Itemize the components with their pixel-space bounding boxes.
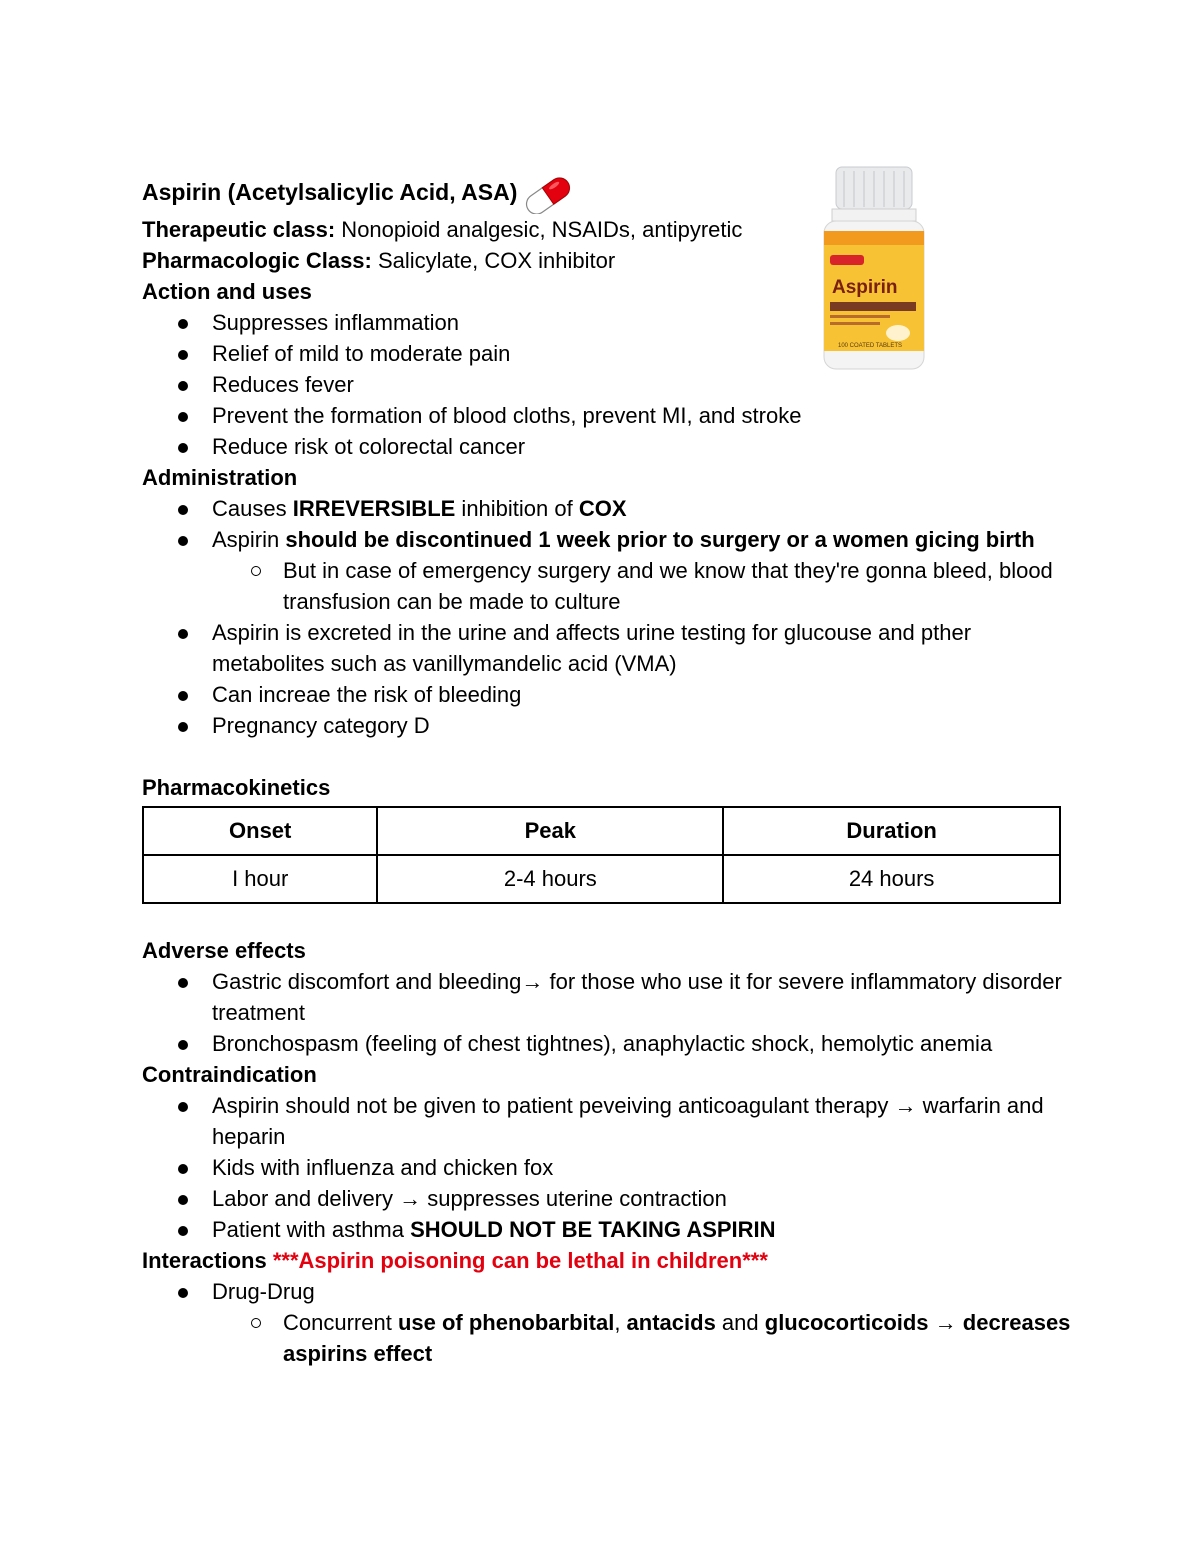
list-item: Kids with influenza and chicken fox: [142, 1152, 1072, 1183]
text-run-bold: COX: [578, 496, 627, 521]
list-item: Reduces fever: [142, 369, 1072, 400]
table-header-peak: Peak: [377, 807, 723, 855]
document-title-line: [142, 170, 1072, 214]
bottle-count-text: 100 COATED TABLETS: [838, 343, 903, 349]
list-item: [142, 524, 1072, 617]
text-run-bold: IRREVERSIBLE: [292, 496, 456, 521]
text-run: Concurrent: [283, 1310, 398, 1335]
text-run: inhibition of: [455, 496, 579, 521]
interactions-line: [142, 1245, 1072, 1276]
list-item: Labor and delivery → suppresses uterine contraction: [142, 1183, 1072, 1214]
text-run-bold: antacids: [626, 1310, 716, 1335]
interactions-warning: ***Aspirin poisoning can be lethal in children***: [266, 1248, 768, 1273]
sub-list-item: [142, 1307, 1072, 1369]
pharmacologic-class-value: Salicylate, COX inhibitor: [371, 248, 616, 273]
interactions-sublist: [212, 1307, 1072, 1369]
table-header-duration: Duration: [723, 807, 1060, 855]
table-header-onset: Onset: [143, 807, 377, 855]
pharmacokinetics-heading: Pharmacokinetics: [142, 775, 331, 800]
list-item: Aspirin is excreted in the urine and affects urine testing for gluc​ouse and pther metabolites such as vanillymandelic acid (VMA): [142, 617, 1072, 679]
text-run-bold: SHOULD NOT BE TAKING ASPIRIN: [410, 1217, 776, 1242]
text-run: and: [715, 1310, 765, 1335]
list-item: Relief of mild to moderate pain: [142, 338, 1072, 369]
text-run: Causes: [212, 496, 293, 521]
document-title: Aspirin (Acetylsalicylic Acid, ASA): [142, 179, 518, 205]
table-cell-onset: I hour: [143, 855, 377, 903]
contraindication-list: [142, 1090, 1072, 1245]
text-run-bold: glucocorticoids → decreases aspirins effect: [283, 1310, 1071, 1366]
action-heading: Action and uses: [142, 279, 312, 304]
text-run: Patient with asthma: [212, 1217, 411, 1242]
therapeutic-class-label: Therapeutic class:: [142, 217, 336, 242]
adverse-heading: Adverse effects: [142, 938, 306, 963]
text-run-bold: should be discontinued 1 week prior to surgery or a women gicing birth: [285, 527, 1035, 552]
text-run: ,: [614, 1310, 627, 1335]
therapeutic-class: [142, 214, 1072, 245]
spacer: [142, 741, 1072, 772]
interactions-heading: Interactions: [142, 1248, 267, 1273]
list-item: [142, 1214, 1072, 1245]
document-body: [142, 170, 1072, 1369]
pharmacologic-class-label: Pharmacologic Class:: [142, 248, 372, 273]
adverse-list: [142, 966, 1072, 1059]
administration-sublist: [212, 555, 1072, 617]
text-run-bold: use of phenobarbital: [397, 1310, 615, 1335]
list-item: Can increae the risk of bleeding: [142, 679, 1072, 710]
pill-icon: [521, 170, 575, 214]
list-item: Aspirin should not be given to patient peveiving anticoagulant therapy → warfarin and heparin: [142, 1090, 1072, 1152]
list-item: Prevent the formation of blood cloths, prevent MI, and stroke: [142, 400, 1072, 431]
list-item: Suppresses inflammation: [142, 307, 1072, 338]
administration-list: [142, 493, 1072, 741]
list-item: Bronchospasm (feeling of chest tightnes), anaphylactic shock, hemolytic anemia: [142, 1028, 1072, 1059]
action-list: [142, 307, 1072, 462]
text-run: Aspirin: [212, 527, 286, 552]
text-run: Drug-Drug: [212, 1279, 315, 1304]
list-item: [142, 493, 1072, 524]
table-cell-peak: 2-4 hours: [377, 855, 723, 903]
bottle-brand-text: Aspirin: [832, 277, 898, 298]
spacer: [142, 904, 1072, 935]
contraindication-heading: Contraindication: [142, 1062, 317, 1087]
interactions-list: [142, 1276, 1072, 1369]
therapeutic-class-value: Nonopioid analgesic, NSAIDs, antipyretic: [335, 217, 743, 242]
pharmacologic-class: [142, 245, 1072, 276]
table-cell-duration: 24 hours: [723, 855, 1060, 903]
list-item: Reduce risk ot colorectal cancer: [142, 431, 1072, 462]
sub-list-item: But in case of emergency surgery and we know that they're gonna bleed, blood transfusion can be made to culture: [142, 555, 1072, 617]
list-item: Pregnancy category D: [142, 710, 1072, 741]
table-row: [143, 855, 1060, 903]
list-item: [142, 1276, 1072, 1369]
table-header-row: [143, 807, 1060, 855]
pharmacokinetics-table: [142, 806, 1061, 904]
administration-heading: Administration: [142, 465, 298, 490]
list-item: Gastric discomfort and bleeding→ for those who use it for severe inflammatory disorder treatment: [142, 966, 1072, 1028]
